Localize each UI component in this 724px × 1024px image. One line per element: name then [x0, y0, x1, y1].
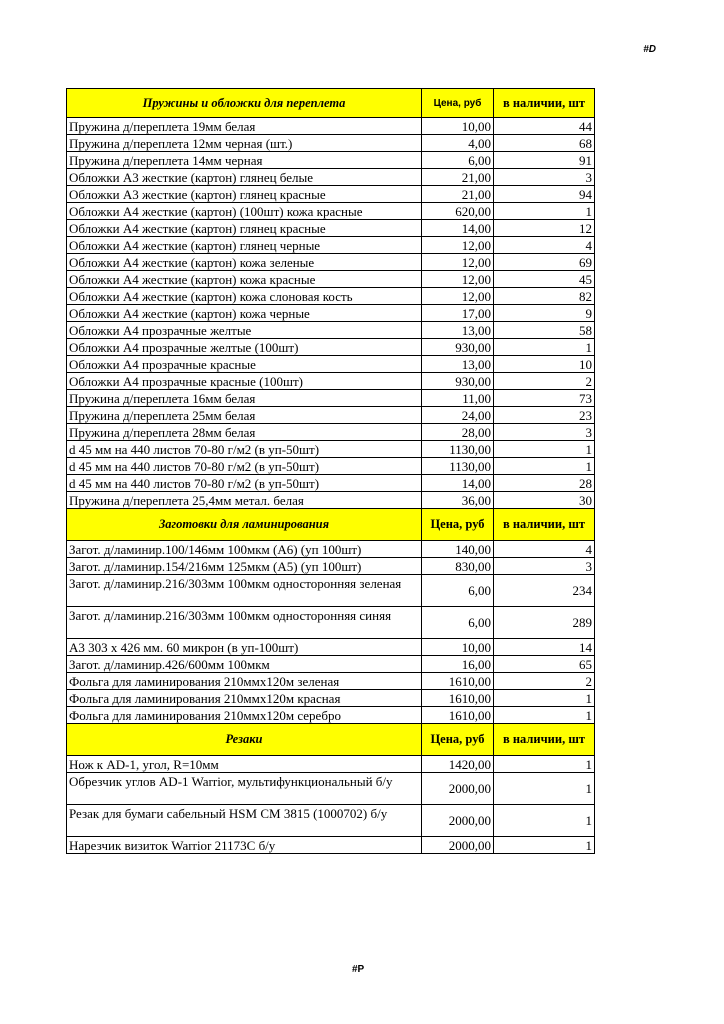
price-cell: 17,00 — [422, 305, 494, 322]
price-cell: 1610,00 — [422, 690, 494, 707]
price-cell: 12,00 — [422, 271, 494, 288]
product-name-cell: Обрезчик углов AD-1 Warrior, мультифункциональный б/у — [67, 773, 422, 805]
table-row — [67, 707, 595, 724]
product-name-cell: Загот. д/ламинир.216/303мм 100мкм односторонняя зеленая — [67, 575, 422, 607]
table-row — [67, 220, 595, 237]
product-name-cell: Пружина д/переплета 25мм белая — [67, 407, 422, 424]
price-cell: 6,00 — [422, 152, 494, 169]
product-name-cell: Пружина д/переплета 12мм черная (шт.) — [67, 135, 422, 152]
stock-qty-cell: 28 — [494, 475, 595, 492]
price-cell: 10,00 — [422, 118, 494, 135]
table-row — [67, 656, 595, 673]
stock-qty-cell: 1 — [494, 805, 595, 837]
section-title: Пружины и обложки для переплета — [67, 89, 422, 118]
price-cell: 2000,00 — [422, 837, 494, 854]
product-name-cell: Пружина д/переплета 19мм белая — [67, 118, 422, 135]
table-row — [67, 492, 595, 509]
price-cell: 16,00 — [422, 656, 494, 673]
table-row — [67, 541, 595, 558]
stock-qty-cell: 68 — [494, 135, 595, 152]
table-row — [67, 237, 595, 254]
price-cell: 14,00 — [422, 220, 494, 237]
price-cell: 13,00 — [422, 322, 494, 339]
stock-qty-cell: 9 — [494, 305, 595, 322]
stock-qty-cell: 14 — [494, 639, 595, 656]
table-row — [67, 773, 595, 805]
table-row — [67, 339, 595, 356]
product-name-cell: А3 303 х 426 мм. 60 микрон (в уп-100шт) — [67, 639, 422, 656]
price-cell: 930,00 — [422, 339, 494, 356]
table-row — [67, 458, 595, 475]
product-name-cell: d 45 мм на 440 листов 70-80 г/м2 (в уп-50шт) — [67, 441, 422, 458]
stock-qty-cell: 12 — [494, 220, 595, 237]
price-cell: 21,00 — [422, 186, 494, 203]
product-name-cell: d 45 мм на 440 листов 70-80 г/м2 (в уп-50шт) — [67, 458, 422, 475]
product-name-cell: Загот. д/ламинир.216/303мм 100мкм односторонняя синяя — [67, 607, 422, 639]
table-row — [67, 152, 595, 169]
stock-qty-cell: 1 — [494, 707, 595, 724]
price-cell: 10,00 — [422, 639, 494, 656]
price-cell: 1610,00 — [422, 673, 494, 690]
stock-qty-cell: 1 — [494, 756, 595, 773]
product-name-cell: Обложки А4 жесткие (картон) глянец красные — [67, 220, 422, 237]
stock-qty-cell: 1 — [494, 458, 595, 475]
table-row — [67, 475, 595, 492]
product-name-cell: Обложки А3 жесткие (картон) глянец красные — [67, 186, 422, 203]
product-name-cell: Пружина д/переплета 14мм черная — [67, 152, 422, 169]
price-table — [66, 88, 595, 854]
price-cell: 830,00 — [422, 558, 494, 575]
table-row — [67, 441, 595, 458]
product-name-cell: Обложки А4 жесткие (картон) кожа зеленые — [67, 254, 422, 271]
product-name-cell: d 45 мм на 440 листов 70-80 г/м2 (в уп-50шт) — [67, 475, 422, 492]
stock-qty-cell: 1 — [494, 339, 595, 356]
product-name-cell: Пружина д/переплета 25,4мм метал. белая — [67, 492, 422, 509]
stock-column-header: в наличии, шт — [494, 89, 595, 118]
table-row — [67, 390, 595, 407]
price-cell: 12,00 — [422, 237, 494, 254]
price-column-header: Цена, руб — [422, 89, 494, 118]
price-cell: 28,00 — [422, 424, 494, 441]
table-row — [67, 118, 595, 135]
product-name-cell: Загот. д/ламинир.100/146мм 100мкм (А6) (уп 100шт) — [67, 541, 422, 558]
stock-qty-cell: 1 — [494, 441, 595, 458]
price-cell: 4,00 — [422, 135, 494, 152]
price-cell: 24,00 — [422, 407, 494, 424]
price-cell: 21,00 — [422, 169, 494, 186]
product-name-cell: Пружина д/переплета 28мм белая — [67, 424, 422, 441]
price-cell: 6,00 — [422, 607, 494, 639]
stock-qty-cell: 3 — [494, 424, 595, 441]
product-name-cell: Загот. д/ламинир.154/216мм 125мкм (А5) (уп 100шт) — [67, 558, 422, 575]
stock-qty-cell: 234 — [494, 575, 595, 607]
product-name-cell: Нож к AD-1, угол, R=10мм — [67, 756, 422, 773]
table-row — [67, 558, 595, 575]
price-cell: 1420,00 — [422, 756, 494, 773]
price-column-header: Цена, руб — [422, 724, 494, 756]
table-row — [67, 322, 595, 339]
price-cell: 2000,00 — [422, 805, 494, 837]
stock-qty-cell: 1 — [494, 690, 595, 707]
product-name-cell: Пружина д/переплета 16мм белая — [67, 390, 422, 407]
section-header-row — [67, 509, 595, 541]
price-cell: 140,00 — [422, 541, 494, 558]
price-cell: 11,00 — [422, 390, 494, 407]
product-name-cell: Обложки А4 прозрачные желтые (100шт) — [67, 339, 422, 356]
stock-column-header: в наличии, шт — [494, 724, 595, 756]
stock-qty-cell: 2 — [494, 673, 595, 690]
product-name-cell: Обложки А4 жесткие (картон) кожа черные — [67, 305, 422, 322]
price-cell: 13,00 — [422, 356, 494, 373]
stock-qty-cell: 30 — [494, 492, 595, 509]
stock-qty-cell: 94 — [494, 186, 595, 203]
stock-qty-cell: 3 — [494, 558, 595, 575]
price-cell: 12,00 — [422, 288, 494, 305]
stock-qty-cell: 1 — [494, 773, 595, 805]
table-row — [67, 305, 595, 322]
section-title: Резаки — [67, 724, 422, 756]
product-name-cell: Обложки А4 прозрачные желтые — [67, 322, 422, 339]
page-footer-mark: #P — [352, 964, 365, 975]
product-name-cell: Обложки А4 жесткие (картон) кожа красные — [67, 271, 422, 288]
product-name-cell: Обложки А4 жесткие (картон) глянец черные — [67, 237, 422, 254]
stock-qty-cell: 58 — [494, 322, 595, 339]
product-name-cell: Резак для бумаги сабельный HSM CM 3815 (1000702) б/у — [67, 805, 422, 837]
stock-qty-cell: 4 — [494, 237, 595, 254]
stock-qty-cell: 44 — [494, 118, 595, 135]
table-row — [67, 690, 595, 707]
stock-qty-cell: 91 — [494, 152, 595, 169]
table-row — [67, 271, 595, 288]
product-name-cell: Обложки А3 жесткие (картон) глянец белые — [67, 169, 422, 186]
stock-qty-cell: 45 — [494, 271, 595, 288]
stock-qty-cell: 73 — [494, 390, 595, 407]
stock-qty-cell: 3 — [494, 169, 595, 186]
table-row — [67, 673, 595, 690]
table-row — [67, 373, 595, 390]
product-name-cell: Обложки А4 прозрачные красные — [67, 356, 422, 373]
price-cell: 1130,00 — [422, 441, 494, 458]
table-row — [67, 135, 595, 152]
stock-qty-cell: 10 — [494, 356, 595, 373]
stock-qty-cell: 69 — [494, 254, 595, 271]
price-cell: 6,00 — [422, 575, 494, 607]
stock-qty-cell: 23 — [494, 407, 595, 424]
price-cell: 1130,00 — [422, 458, 494, 475]
product-name-cell: Нарезчик визиток Warrior 21173C б/у — [67, 837, 422, 854]
table-row — [67, 186, 595, 203]
table-row — [67, 407, 595, 424]
section-header-row — [67, 89, 595, 118]
price-cell: 14,00 — [422, 475, 494, 492]
price-cell: 12,00 — [422, 254, 494, 271]
table-row — [67, 254, 595, 271]
table-row — [67, 424, 595, 441]
stock-column-header: в наличии, шт — [494, 509, 595, 541]
product-name-cell: Обложки А4 жесткие (картон) (100шт) кожа красные — [67, 203, 422, 220]
table-row — [67, 756, 595, 773]
price-cell: 2000,00 — [422, 773, 494, 805]
product-name-cell: Фольга для ламинирования 210ммх120м серебро — [67, 707, 422, 724]
stock-qty-cell: 1 — [494, 837, 595, 854]
price-cell: 930,00 — [422, 373, 494, 390]
table-row — [67, 575, 595, 607]
price-cell: 36,00 — [422, 492, 494, 509]
product-name-cell: Обложки А4 прозрачные красные (100шт) — [67, 373, 422, 390]
stock-qty-cell: 82 — [494, 288, 595, 305]
table-row — [67, 837, 595, 854]
stock-qty-cell: 4 — [494, 541, 595, 558]
stock-qty-cell: 65 — [494, 656, 595, 673]
section-title: Заготовки для ламинирования — [67, 509, 422, 541]
table-row — [67, 805, 595, 837]
table-row — [67, 169, 595, 186]
table-row — [67, 203, 595, 220]
price-cell: 620,00 — [422, 203, 494, 220]
table-row — [67, 288, 595, 305]
product-name-cell: Фольга для ламинирования 210ммх120м красная — [67, 690, 422, 707]
product-name-cell: Загот. д/ламинир.426/600мм 100мкм — [67, 656, 422, 673]
table-row — [67, 639, 595, 656]
stock-qty-cell: 2 — [494, 373, 595, 390]
price-column-header: Цена, руб — [422, 509, 494, 541]
page-header-mark: #D — [643, 44, 656, 55]
product-name-cell: Обложки А4 жесткие (картон) кожа слоновая кость — [67, 288, 422, 305]
stock-qty-cell: 1 — [494, 203, 595, 220]
stock-qty-cell: 289 — [494, 607, 595, 639]
product-name-cell: Фольга для ламинирования 210ммх120м зеленая — [67, 673, 422, 690]
section-header-row — [67, 724, 595, 756]
table-row — [67, 356, 595, 373]
price-cell: 1610,00 — [422, 707, 494, 724]
table-row — [67, 607, 595, 639]
